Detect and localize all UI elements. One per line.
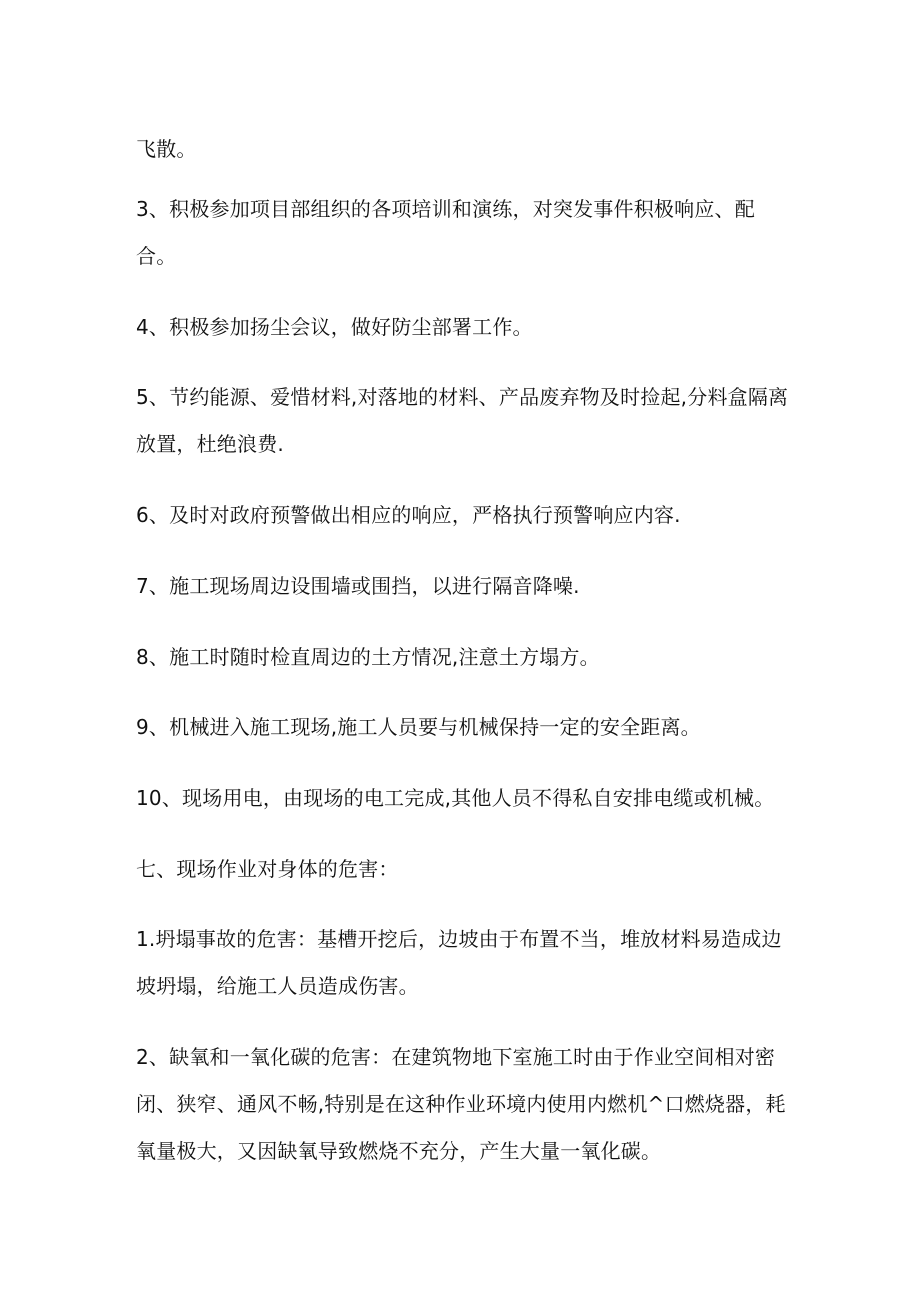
text-line: 坡坍塌，给施工人员造成伤害。 [136,974,419,998]
text-line: 氧量极大，又因缺氧导致燃烧不充分，产生大量一氧化碳。 [136,1139,662,1163]
text-line: 合。 [136,244,177,268]
text-line: 5、节约能源、爱惜材料,对落地的材料、产品废弃物及时捡起,分料盒隔离 [136,385,789,409]
text-line: 6、及时对政府预警做出相应的响应，严格执行预警响应内容. [136,503,681,527]
text-line: 4、积极参加扬尘会议，做好防尘部署工作。 [136,315,533,339]
text-line: 闭、狭窄、通风不畅,特别是在这种作业环境内使用内燃机^口燃烧器，耗 [136,1092,786,1116]
text-line: 放置，杜绝浪费. [136,432,284,456]
text-line: 8、施工时随时检直周边的土方情况,注意土方塌方。 [136,645,600,669]
text-line: 10、现场用电，由现场的电工完成,其他人员不得私自安排电缆或机械。 [136,786,775,810]
text-line: 1.坍塌事故的危害：基槽开挖后，边坡由于布置不当，堆放材料易造成边 [136,927,782,951]
section-heading: 七、现场作业对身体的危害： [136,857,399,881]
text-line: 飞散。 [136,137,197,161]
text-line: 7、施工现场周边设围墙或围挡，以进行隔音降噪. [136,574,580,598]
text-line: 2、缺氧和一氧化碳的危害：在建筑物地下室施工时由于作业空间相对密 [136,1045,776,1069]
text-line: 3、积极参加项目部组织的各项培训和演练，对突发事件积极响应、配 [136,197,755,221]
text-line: 9、机械进入施工现场,施工人员要与机械保持一定的安全距离。 [136,715,701,739]
